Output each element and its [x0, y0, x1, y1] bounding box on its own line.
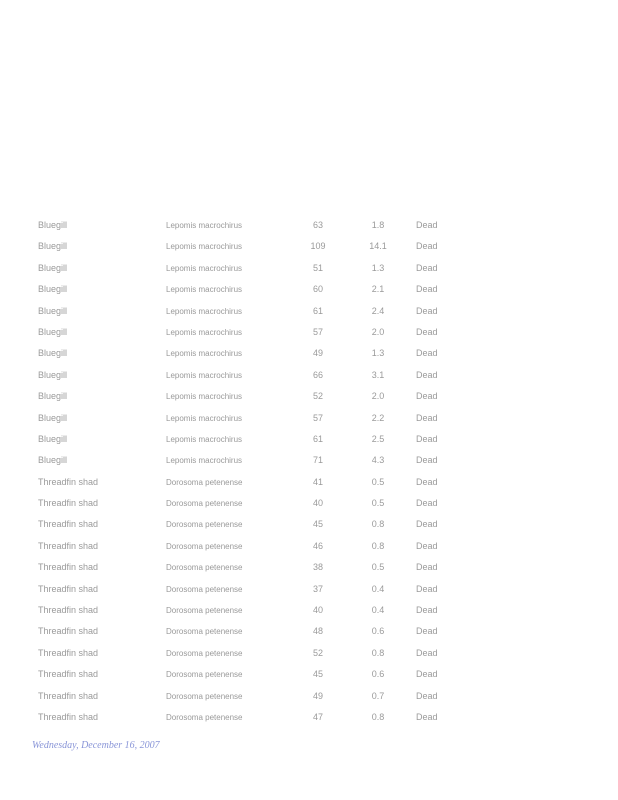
scientific-name-cell: Dorosoma petenense — [166, 563, 243, 573]
table-row — [0, 579, 618, 600]
common-name-cell: Bluegill — [38, 369, 68, 380]
status-cell: Dead — [416, 519, 438, 530]
scientific-name-cell: Lepomis macrochirus — [166, 349, 243, 359]
common-name-cell: Threadfin shad — [38, 583, 99, 594]
weight-cell: 0.6 — [371, 669, 385, 680]
weight-cell: 4.3 — [371, 455, 385, 466]
length-cell: 46 — [312, 540, 323, 551]
scientific-name-cell: Dorosoma petenense — [166, 541, 243, 551]
weight-cell: 0.5 — [371, 498, 385, 509]
status-cell: Dead — [416, 305, 438, 316]
scientific-name-cell: Lepomis macrochirus — [166, 413, 243, 423]
scientific-name-cell: Lepomis macrochirus — [166, 306, 243, 316]
status-cell: Dead — [416, 220, 438, 230]
status-cell: Dead — [416, 348, 438, 359]
length-cell: 52 — [312, 391, 323, 402]
status-cell: Dead — [416, 605, 438, 616]
length-cell: 71 — [312, 455, 323, 466]
common-name-cell: Bluegill — [38, 455, 68, 466]
table-row — [0, 365, 618, 386]
scientific-name-cell: Dorosoma petenense — [166, 648, 243, 658]
scientific-name-cell: Lepomis macrochirus — [166, 434, 243, 444]
length-cell: 41 — [312, 476, 323, 487]
status-cell: Dead — [416, 476, 438, 487]
table-row — [0, 472, 618, 493]
status-cell: Dead — [416, 455, 438, 466]
table-row — [0, 450, 618, 471]
length-cell: 48 — [312, 626, 323, 637]
common-name-cell: Threadfin shad — [38, 519, 99, 530]
scientific-name-cell: Lepomis macrochirus — [166, 221, 243, 230]
scientific-name-cell: Dorosoma petenense — [166, 606, 243, 616]
common-name-cell: Threadfin shad — [38, 605, 99, 616]
length-cell: 63 — [312, 220, 323, 230]
scientific-name-cell: Dorosoma petenense — [166, 627, 243, 637]
scientific-name-cell: Lepomis macrochirus — [166, 456, 243, 466]
common-name-cell: Bluegill — [38, 391, 68, 402]
status-cell: Dead — [416, 391, 438, 402]
scientific-name-cell: Lepomis macrochirus — [166, 392, 243, 402]
status-cell: Dead — [416, 690, 438, 701]
common-name-cell: Threadfin shad — [38, 562, 99, 573]
length-cell: 60 — [312, 284, 323, 295]
scientific-name-cell: Dorosoma petenense — [166, 712, 243, 722]
scientific-name-cell: Dorosoma petenense — [166, 691, 243, 701]
table-row — [0, 408, 618, 429]
length-cell: 49 — [312, 348, 323, 359]
status-cell: Dead — [416, 326, 438, 337]
weight-cell: 1.3 — [371, 262, 385, 273]
table-row — [0, 279, 618, 300]
status-cell: Dead — [416, 262, 438, 273]
scientific-name-cell: Dorosoma petenense — [166, 584, 243, 594]
weight-cell: 2.2 — [371, 412, 385, 423]
common-name-cell: Bluegill — [38, 326, 68, 337]
status-cell: Dead — [416, 412, 438, 423]
status-cell: Dead — [416, 369, 438, 380]
status-cell: Dead — [416, 498, 438, 509]
weight-cell: 0.5 — [371, 476, 385, 487]
length-cell: 57 — [312, 326, 323, 337]
weight-cell: 1.3 — [371, 348, 385, 359]
status-cell: Dead — [416, 284, 438, 295]
common-name-cell: Bluegill — [38, 220, 68, 230]
status-cell: Dead — [416, 711, 438, 722]
status-cell: Dead — [416, 562, 438, 573]
length-cell: 45 — [312, 669, 323, 680]
status-cell: Dead — [416, 540, 438, 551]
length-cell: 66 — [312, 369, 323, 380]
status-cell: Dead — [416, 583, 438, 594]
common-name-cell: Threadfin shad — [38, 540, 99, 551]
weight-cell: 0.8 — [371, 711, 385, 722]
common-name-cell: Threadfin shad — [38, 498, 99, 509]
weight-cell: 3.1 — [371, 369, 385, 380]
weight-cell: 0.8 — [371, 647, 385, 658]
weight-cell: 2.1 — [371, 284, 385, 295]
weight-cell: 1.8 — [371, 220, 385, 230]
scientific-name-cell: Dorosoma petenense — [166, 477, 243, 487]
scientific-name-cell: Lepomis macrochirus — [166, 263, 243, 273]
scientific-name-cell: Lepomis macrochirus — [166, 327, 243, 337]
common-name-cell: Bluegill — [38, 284, 68, 295]
common-name-cell: Threadfin shad — [38, 626, 99, 637]
scientific-name-cell: Dorosoma petenense — [166, 499, 243, 509]
weight-cell: 2.4 — [371, 305, 385, 316]
table-row — [0, 621, 618, 642]
table-row — [0, 557, 618, 578]
table-row — [0, 600, 618, 621]
weight-cell: 0.7 — [371, 690, 385, 701]
table-row — [0, 301, 618, 322]
length-cell: 40 — [312, 605, 323, 616]
scientific-name-cell: Lepomis macrochirus — [166, 242, 243, 252]
length-cell: 61 — [312, 305, 323, 316]
scientific-name-cell: Dorosoma petenense — [166, 520, 243, 530]
common-name-cell: Threadfin shad — [38, 669, 99, 680]
common-name-cell: Bluegill — [38, 305, 68, 316]
table-row — [0, 643, 618, 664]
table-row — [0, 707, 618, 728]
length-cell: 61 — [312, 433, 323, 444]
weight-cell: 0.4 — [371, 605, 385, 616]
status-cell: Dead — [416, 241, 438, 252]
table-row — [0, 493, 618, 514]
scientific-name-cell: Dorosoma petenense — [166, 670, 243, 680]
status-cell: Dead — [416, 647, 438, 658]
table-row — [0, 236, 618, 257]
weight-cell: 2.0 — [371, 326, 385, 337]
length-cell: 49 — [312, 690, 323, 701]
weight-cell: 0.8 — [371, 519, 385, 530]
length-cell: 47 — [312, 711, 323, 722]
table-row — [0, 514, 618, 535]
table-row — [0, 386, 618, 407]
common-name-cell: Bluegill — [38, 412, 68, 423]
common-name-cell: Threadfin shad — [38, 711, 99, 722]
fish-data-table — [0, 215, 618, 728]
length-cell: 37 — [312, 583, 323, 594]
weight-cell: 2.5 — [371, 433, 385, 444]
length-cell: 52 — [312, 647, 323, 658]
length-cell: 38 — [312, 562, 323, 573]
table-row — [0, 664, 618, 685]
length-cell: 45 — [312, 519, 323, 530]
table-row — [0, 258, 618, 279]
table-row — [0, 536, 618, 557]
scientific-name-cell: Lepomis macrochirus — [166, 370, 243, 380]
footer-date: Wednesday, December 16, 2007 — [32, 740, 160, 751]
length-cell: 40 — [312, 498, 323, 509]
length-cell: 51 — [312, 262, 323, 273]
status-cell: Dead — [416, 669, 438, 680]
weight-cell: 0.5 — [371, 562, 385, 573]
weight-cell: 0.4 — [371, 583, 385, 594]
table-row — [0, 343, 618, 364]
weight-cell: 0.6 — [371, 626, 385, 637]
table-row — [0, 322, 618, 343]
scientific-name-cell: Lepomis macrochirus — [166, 285, 243, 295]
weight-cell: 14.1 — [369, 241, 387, 252]
length-cell: 109 — [310, 241, 326, 252]
common-name-cell: Bluegill — [38, 262, 68, 273]
weight-cell: 2.0 — [371, 391, 385, 402]
common-name-cell: Threadfin shad — [38, 690, 99, 701]
status-cell: Dead — [416, 433, 438, 444]
common-name-cell: Threadfin shad — [38, 647, 99, 658]
common-name-cell: Bluegill — [38, 433, 68, 444]
common-name-cell: Threadfin shad — [38, 476, 99, 487]
length-cell: 57 — [312, 412, 323, 423]
weight-cell: 0.8 — [371, 540, 385, 551]
status-cell: Dead — [416, 626, 438, 637]
common-name-cell: Bluegill — [38, 348, 68, 359]
table-row — [0, 215, 618, 236]
common-name-cell: Bluegill — [38, 241, 68, 252]
table-row — [0, 686, 618, 707]
table-row — [0, 429, 618, 450]
